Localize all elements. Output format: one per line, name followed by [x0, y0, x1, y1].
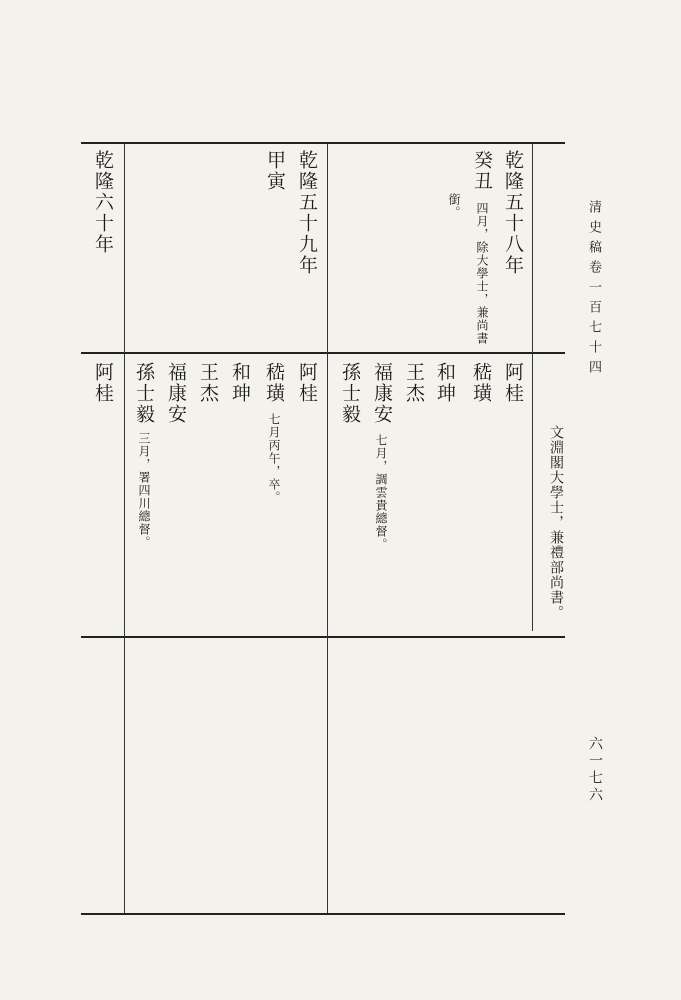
- ganzhi-59: 甲寅: [264, 150, 286, 192]
- row-divider-lower: [81, 636, 565, 638]
- year-note-58-line1: 四月，除大學士，兼尚書: [475, 202, 489, 345]
- official-59-sunshiyi: 孫士毅: [133, 362, 155, 425]
- column-rule-2: [327, 143, 328, 913]
- official-59-fukangan: 福康安: [165, 362, 187, 425]
- official-58-heshen: 和珅: [434, 362, 456, 404]
- row-divider-upper: [81, 352, 565, 354]
- official-58-fukangan: 福康安: [371, 362, 393, 425]
- ganzhi-58: 癸丑: [471, 150, 493, 192]
- bottom-rule: [81, 913, 565, 915]
- year-note-58-line2: 銜。: [447, 193, 461, 219]
- year-title-60: 乾隆六十年: [92, 150, 114, 255]
- official-58-sunshiyi: 孫士毅: [339, 362, 361, 425]
- top-rule: [81, 142, 565, 144]
- official-59-wangjie: 王杰: [197, 362, 219, 404]
- book-title: 清史稿卷一百七十四: [586, 200, 601, 380]
- official-60-agui: 阿桂: [92, 362, 114, 404]
- column-rule-1: [532, 143, 533, 631]
- official-58-fukangan-note: 七月，調雲貴總督。: [374, 434, 388, 551]
- official-58-agui: 阿桂: [502, 362, 524, 404]
- lower-note-58: 文淵閣大學士，兼禮部尚書。: [548, 425, 564, 620]
- official-59-sunshiyi-note: 三月，署四川總督。: [137, 432, 151, 549]
- official-58-jihuang: 嵇璜: [470, 362, 492, 404]
- official-59-heshen: 和珅: [229, 362, 251, 404]
- year-title-58: 乾隆五十八年: [502, 150, 524, 276]
- official-59-agui: 阿桂: [296, 362, 318, 404]
- column-rule-3: [124, 143, 125, 913]
- page-number: 六一七六: [587, 736, 603, 804]
- official-59-jihuang: 嵇璜: [263, 362, 285, 404]
- official-59-jihuang-note: 七月丙午，卒。: [267, 413, 281, 504]
- official-58-wangjie: 王杰: [403, 362, 425, 404]
- year-title-59: 乾隆五十九年: [296, 150, 318, 276]
